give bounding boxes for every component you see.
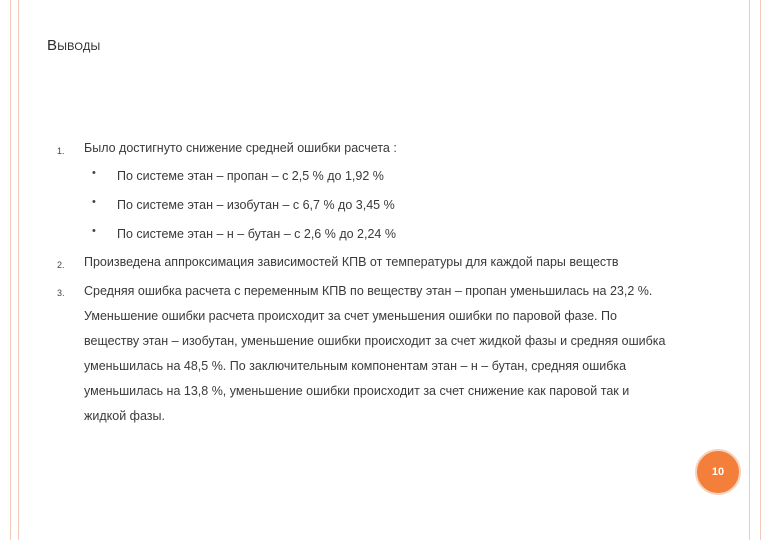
list-item-3-line-6: жидкой фазы. [84,409,165,423]
list-item-3-line-4: уменьшилась на 48,5 %. По заключительным компонентам этан – н – бутан, средняя ошибка [84,359,627,373]
page-number-badge: 10 [695,449,741,495]
list-item-1-text: Было достигнуто снижение средней ошибки расчета : [84,141,397,155]
sub-item-3: По системе этан – н – бутан – с 2,6 % до 2,24 % [117,227,396,241]
sub-item-1: По системе этан – пропан – с 2,5 % до 1,92 % [117,169,384,183]
right-border-line-inner [749,0,750,540]
list-item-2-text: Произведена аппроксимация зависимостей КПВ от температуры для каждой пары веществ [84,255,619,269]
list-item-3-line-2: Уменьшение ошибки расчета происходит за счет уменьшения ошибки по паровой фазе. По [84,309,617,323]
left-border-line-outer [10,0,11,540]
list-number-2: 2. [57,260,65,270]
bullet-icon: • [92,167,96,179]
bullet-icon: • [92,225,96,237]
right-border-line-outer [760,0,761,540]
list-number-1: 1. [57,146,65,156]
list-item-3-line-1: Средняя ошибка расчета с переменным КПВ по веществу этан – пропан уменьшилась на 23,2 %. [84,284,653,298]
list-item-3-line-3: веществу этан – изобутан, уменьшение ошибки происходит за счет жидкой фазы и средняя ошибка [84,334,666,348]
slide-title: Выводы [47,37,101,54]
list-number-3: 3. [57,288,65,298]
left-border-line-inner [18,0,19,540]
list-item-3-line-5: уменьшилась на 13,8 %, уменьшение ошибки происходит за счет снижение как паровой так и [84,384,630,398]
sub-item-2: По системе этан – изобутан – с 6,7 % до 3,45 % [117,198,395,212]
bullet-icon: • [92,196,96,208]
